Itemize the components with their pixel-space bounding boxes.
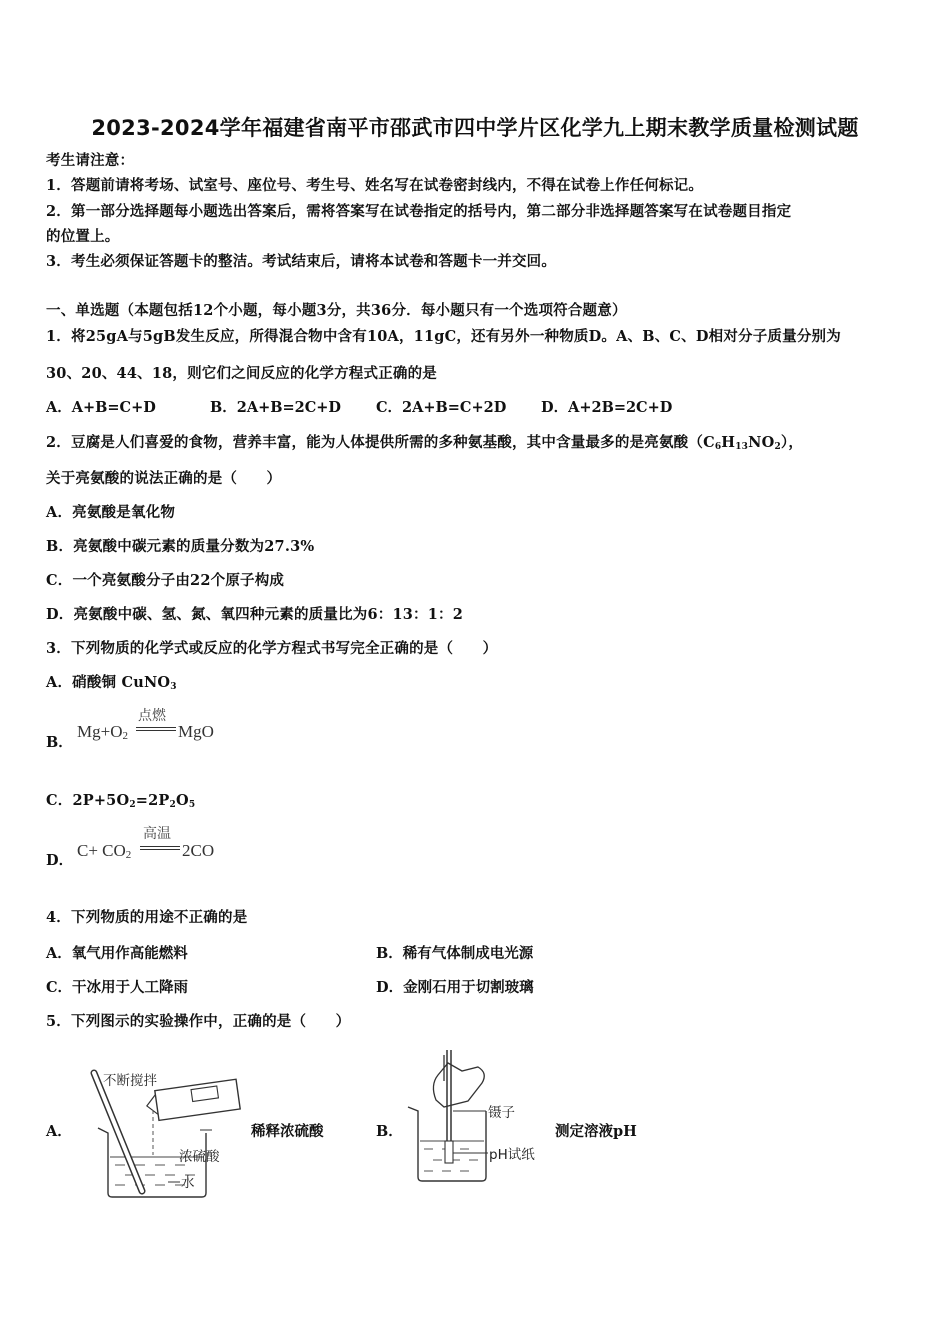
q5-option-a-label: A． [46, 1123, 72, 1140]
q3-stem: 3．下列物质的化学式或反应的化学方程式书写完全正确的是（ ） [46, 640, 498, 657]
q3-option-d-equal-bar [140, 849, 180, 850]
q3-option-b-condition: 点燃 [138, 708, 166, 724]
q3-option-d-label: D． [46, 852, 74, 869]
q1-stem-line1: 1．将25gA与5gB发生反应，所得混合物中含有10A，11gC，还有另外一种物质D。A、B、C、D相对分子质量分别为 [46, 328, 841, 345]
notice-item: 的位置上。 [46, 228, 120, 245]
q3-option-b-equal-bar [136, 730, 176, 731]
page-title: 2023-2024学年福建省南平市邵武市四中学片区化学九上期末教学质量检测试题 [91, 116, 859, 140]
notice-item: 1．答题前请将考场、试室号、座位号、考生号、姓名写在试卷密封线内，不得在试卷上作任何标记。 [46, 177, 704, 194]
q3-option-a: A．硝酸铜 CuNO$_3$ [46, 674, 177, 692]
q3-option-d-left: $C+ CO_2$ [77, 841, 132, 861]
q3-option-b-right: MgO [178, 722, 214, 741]
q1-option-c: C．2A+B=C+2D [376, 399, 507, 416]
notice-item: 3．考生必须保证答题卡的整洁。考试结束后，请将本试卷和答题卡一并交回。 [46, 253, 557, 270]
q4-option-a: A．氧气用作高能燃料 [46, 945, 188, 962]
q5-stem: 5．下列图示的实验操作中，正确的是（ ） [46, 1013, 351, 1030]
notice-item: 2．第一部分选择题每小题选出答案后，需将答案写在试卷指定的括号内，第二部分非选择题答案写在试卷题目指定 [46, 203, 792, 220]
diluting-sulfuric-acid-figure [70, 1055, 270, 1200]
q2-option-d: D．亮氨酸中碳、氢、氮、氧四种元素的质量比为6：13：1：2 [46, 606, 464, 623]
q5-option-a-caption: 稀释浓硫酸 [251, 1123, 324, 1140]
q5-option-b-caption: 测定溶液pH [555, 1123, 637, 1140]
q1-option-d: D．A+2B=2C+D [541, 399, 673, 416]
q3-option-b-left: $Mg+O_2$ [77, 722, 128, 742]
q2-option-a: A．亮氨酸是氧化物 [46, 504, 176, 521]
measure-ph-figure [400, 1045, 555, 1190]
q4-stem: 4．下列物质的用途不正确的是 [46, 909, 248, 926]
q3-option-c: C．$2P+5O_2=2P_2O_5$ [46, 792, 196, 810]
fig-a-label-acid: 浓硫酸 [179, 1149, 220, 1165]
q4-option-c: C．干冰用于人工降雨 [46, 979, 189, 996]
q4-option-b: B．稀有气体制成电光源 [376, 945, 534, 962]
q1-option-b: B．2A+B=2C+D [210, 399, 342, 416]
q3-option-d-condition: 高温 [143, 826, 171, 842]
fig-a-label-water: 水 [181, 1175, 195, 1191]
q3-option-b-label: B． [46, 734, 73, 751]
q1-option-a: A．A+B=C+D [46, 399, 156, 416]
q5-option-b-label: B． [376, 1123, 403, 1140]
fig-b-label-tweezers: 镊子 [488, 1105, 515, 1121]
section-heading: 一、单选题（本题包括12个小题，每小题3分，共36分．每小题只有一个选项符合题意） [46, 302, 627, 319]
fig-b-label-ph-paper: pH试纸 [489, 1147, 535, 1163]
q3-option-b-equal-bar [136, 727, 176, 728]
q4-option-d: D．金刚石用于切割玻璃 [376, 979, 534, 996]
notice-heading: 考生请注意： [46, 152, 135, 169]
q3-option-d-right: 2CO [182, 841, 215, 860]
q2-option-c: C．一个亮氨酸分子由22个原子构成 [46, 572, 285, 589]
q1-stem-line2: 30、20、44、18，则它们之间反应的化学方程式正确的是 [46, 365, 438, 382]
q2-stem-line2: 关于亮氨酸的说法正确的是（ ） [46, 470, 282, 487]
q2-option-b: B．亮氨酸中碳元素的质量分数为27.3% [46, 538, 315, 555]
fig-a-label-stir: 不断搅拌 [103, 1073, 157, 1089]
q2-stem-line1: 2．豆腐是人们喜爱的食物，营养丰富，能为人体提供所需的多种氨基酸，其中含量最多的是亮氨酸$(C_6H_{13}NO_2)$， [46, 434, 804, 452]
q3-option-d-equal-bar [140, 846, 180, 847]
